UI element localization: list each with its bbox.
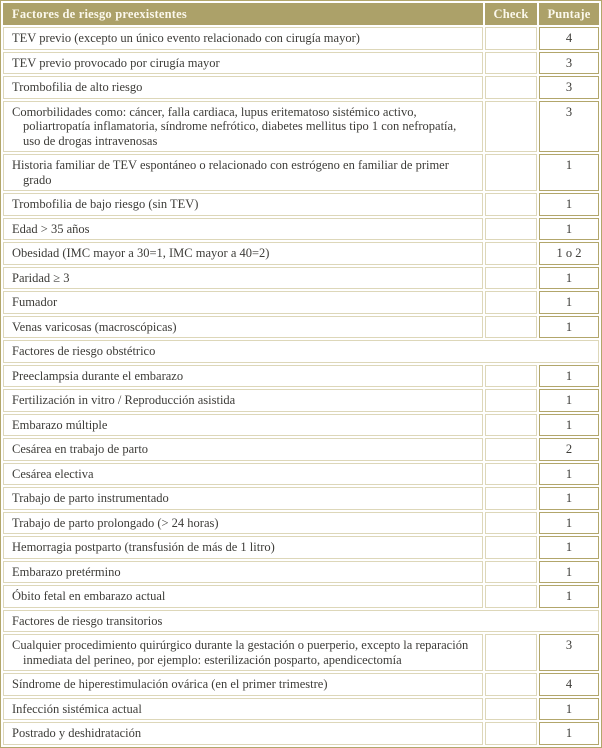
puntaje-value: 2 bbox=[539, 438, 599, 461]
check-cell[interactable] bbox=[485, 101, 537, 153]
check-cell[interactable] bbox=[485, 193, 537, 216]
factor-cell bbox=[3, 463, 483, 486]
factor-cell bbox=[3, 536, 483, 559]
table-row bbox=[3, 722, 599, 745]
factor-label: Postrado y deshidratación bbox=[12, 726, 142, 740]
puntaje-value: 1 bbox=[539, 218, 599, 241]
puntaje-value: 4 bbox=[539, 673, 599, 696]
check-cell[interactable] bbox=[485, 634, 537, 671]
puntaje-value: 3 bbox=[539, 101, 599, 153]
factor-cell bbox=[3, 193, 483, 216]
factor-cell bbox=[3, 218, 483, 241]
check-cell[interactable] bbox=[485, 698, 537, 721]
puntaje-value: 3 bbox=[539, 52, 599, 75]
check-cell[interactable] bbox=[485, 536, 537, 559]
factor-label: Embarazo múltiple bbox=[12, 417, 108, 432]
factor-label: Cesárea electiva bbox=[12, 466, 94, 481]
factor-label: Embarazo pretérmino bbox=[12, 564, 121, 579]
factor-cell bbox=[3, 76, 483, 99]
check-cell[interactable] bbox=[485, 267, 537, 290]
check-cell[interactable] bbox=[485, 76, 537, 99]
factor-label: TEV previo (excepto un único evento relacionado con cirugía mayor) bbox=[12, 31, 360, 45]
table-row bbox=[3, 585, 599, 608]
table-row bbox=[3, 673, 599, 696]
puntaje-value: 1 bbox=[539, 512, 599, 535]
factor-cell bbox=[3, 52, 483, 75]
table-header-row bbox=[3, 3, 599, 25]
factor-label: Preeclampsia durante el embarazo bbox=[12, 368, 184, 383]
table-row bbox=[3, 218, 599, 241]
puntaje-value: 1 bbox=[539, 585, 599, 608]
check-cell[interactable] bbox=[485, 154, 537, 191]
factor-label: Síndrome de hiperestimulación ovárica (en el primer trimestre) bbox=[12, 677, 328, 691]
table-row bbox=[3, 154, 599, 191]
puntaje-value: 1 bbox=[539, 487, 599, 510]
factor-cell bbox=[3, 673, 483, 696]
check-cell[interactable] bbox=[485, 52, 537, 75]
factor-cell bbox=[3, 722, 483, 745]
factor-label: Edad > 35 años bbox=[12, 221, 90, 236]
check-cell[interactable] bbox=[485, 242, 537, 265]
section-row bbox=[3, 340, 599, 363]
puntaje-value: 1 bbox=[539, 698, 599, 721]
table-row bbox=[3, 193, 599, 216]
puntaje-value: 1 bbox=[539, 365, 599, 388]
table-row bbox=[3, 76, 599, 99]
table-row bbox=[3, 561, 599, 584]
factor-label: Cesárea en trabajo de parto bbox=[12, 442, 149, 456]
puntaje-value: 3 bbox=[539, 634, 599, 671]
factor-cell bbox=[3, 561, 483, 584]
check-cell[interactable] bbox=[485, 27, 537, 50]
check-cell[interactable] bbox=[485, 438, 537, 461]
factor-label: Hemorragia postparto (transfusión de más de 1 litro) bbox=[12, 540, 275, 554]
factor-label: Historia familiar de TEV espontáneo o relacionado con estrógeno en familiar de primer grado bbox=[12, 158, 449, 187]
check-cell[interactable] bbox=[485, 561, 537, 584]
table-body bbox=[3, 27, 599, 745]
puntaje-value: 1 bbox=[539, 561, 599, 584]
puntaje-value: 1 bbox=[539, 291, 599, 314]
table-row bbox=[3, 698, 599, 721]
factor-cell bbox=[3, 27, 483, 50]
check-cell[interactable] bbox=[485, 389, 537, 412]
check-cell[interactable] bbox=[485, 291, 537, 314]
puntaje-value: 1 bbox=[539, 154, 599, 191]
check-cell[interactable] bbox=[485, 722, 537, 745]
puntaje-value: 3 bbox=[539, 76, 599, 99]
factor-label: Trombofilia de alto riesgo bbox=[12, 80, 143, 94]
factor-label: Paridad ≥ 3 bbox=[12, 270, 70, 285]
factor-cell bbox=[3, 634, 483, 671]
column-header-puntaje: Puntaje bbox=[539, 3, 599, 25]
factor-cell bbox=[3, 414, 483, 437]
puntaje-value: 1 bbox=[539, 267, 599, 290]
factor-cell bbox=[3, 365, 483, 388]
factor-cell bbox=[3, 487, 483, 510]
factor-label: Obesidad (IMC mayor a 30=1, IMC mayor a 40=2) bbox=[12, 246, 270, 260]
factor-cell bbox=[3, 101, 483, 153]
check-cell[interactable] bbox=[485, 487, 537, 510]
table-row bbox=[3, 463, 599, 486]
check-cell[interactable] bbox=[485, 673, 537, 696]
section-title: Factores de riesgo transitorios bbox=[3, 610, 599, 633]
puntaje-value: 1 bbox=[539, 389, 599, 412]
factor-label: Óbito fetal en embarazo actual bbox=[12, 589, 166, 603]
table-row bbox=[3, 291, 599, 314]
section-row bbox=[3, 610, 599, 633]
puntaje-value: 4 bbox=[539, 27, 599, 50]
factor-label: Trabajo de parto prolongado (> 24 horas) bbox=[12, 515, 219, 530]
factor-cell bbox=[3, 585, 483, 608]
check-cell[interactable] bbox=[485, 218, 537, 241]
factor-label: Trombofilia de bajo riesgo (sin TEV) bbox=[12, 197, 199, 211]
table-row bbox=[3, 52, 599, 75]
table-row bbox=[3, 101, 599, 153]
factor-cell bbox=[3, 316, 483, 339]
factor-cell bbox=[3, 698, 483, 721]
factor-cell bbox=[3, 512, 483, 535]
table-row bbox=[3, 512, 599, 535]
puntaje-value: 1 bbox=[539, 414, 599, 437]
puntaje-value: 1 o 2 bbox=[539, 242, 599, 265]
table-row bbox=[3, 316, 599, 339]
factor-cell bbox=[3, 154, 483, 191]
puntaje-value: 1 bbox=[539, 536, 599, 559]
factor-label: TEV previo provocado por cirugía mayor bbox=[12, 55, 220, 70]
table-row bbox=[3, 242, 599, 265]
column-header-check: Check bbox=[485, 3, 537, 25]
factor-cell bbox=[3, 438, 483, 461]
check-cell[interactable] bbox=[485, 365, 537, 388]
factor-label: Venas varicosas (macroscópicas) bbox=[12, 319, 177, 334]
puntaje-value: 1 bbox=[539, 193, 599, 216]
section-title: Factores de riesgo obstétrico bbox=[3, 340, 599, 363]
check-cell[interactable] bbox=[485, 414, 537, 437]
table-row bbox=[3, 536, 599, 559]
table-row bbox=[3, 389, 599, 412]
factor-cell bbox=[3, 291, 483, 314]
table-row bbox=[3, 487, 599, 510]
factor-label: Fumador bbox=[12, 295, 58, 309]
factor-label: Trabajo de parto instrumentado bbox=[12, 491, 169, 505]
factor-label: Cualquier procedimiento quirúrgico durante la gestación o puerperio, excepto la reparación inmediata del perineo, por ejemplo: esterilización posparto, apendicectomía bbox=[12, 638, 469, 667]
puntaje-value: 1 bbox=[539, 316, 599, 339]
puntaje-value: 1 bbox=[539, 722, 599, 745]
table-row bbox=[3, 438, 599, 461]
factor-cell bbox=[3, 267, 483, 290]
check-cell[interactable] bbox=[485, 463, 537, 486]
table-row bbox=[3, 267, 599, 290]
table-row bbox=[3, 414, 599, 437]
factor-cell bbox=[3, 242, 483, 265]
check-cell[interactable] bbox=[485, 512, 537, 535]
factor-label: Infección sistémica actual bbox=[12, 701, 142, 716]
table-row bbox=[3, 634, 599, 671]
factor-label: Fertilización in vitro / Reproducción asistida bbox=[12, 393, 236, 407]
table-row bbox=[3, 27, 599, 50]
check-cell[interactable] bbox=[485, 585, 537, 608]
factor-cell bbox=[3, 389, 483, 412]
factor-label: Comorbilidades como: cáncer, falla cardiaca, lupus eritematoso sistémico activo, poliartropatía inflamatoria, síndrome nefrótico, diabetes mellitus tipo 1 con nefropatía, uso de drogas intravenosas bbox=[12, 104, 457, 148]
puntaje-value: 1 bbox=[539, 463, 599, 486]
table-row bbox=[3, 365, 599, 388]
check-cell[interactable] bbox=[485, 316, 537, 339]
column-header-factor: Factores de riesgo preexistentes bbox=[3, 3, 483, 25]
